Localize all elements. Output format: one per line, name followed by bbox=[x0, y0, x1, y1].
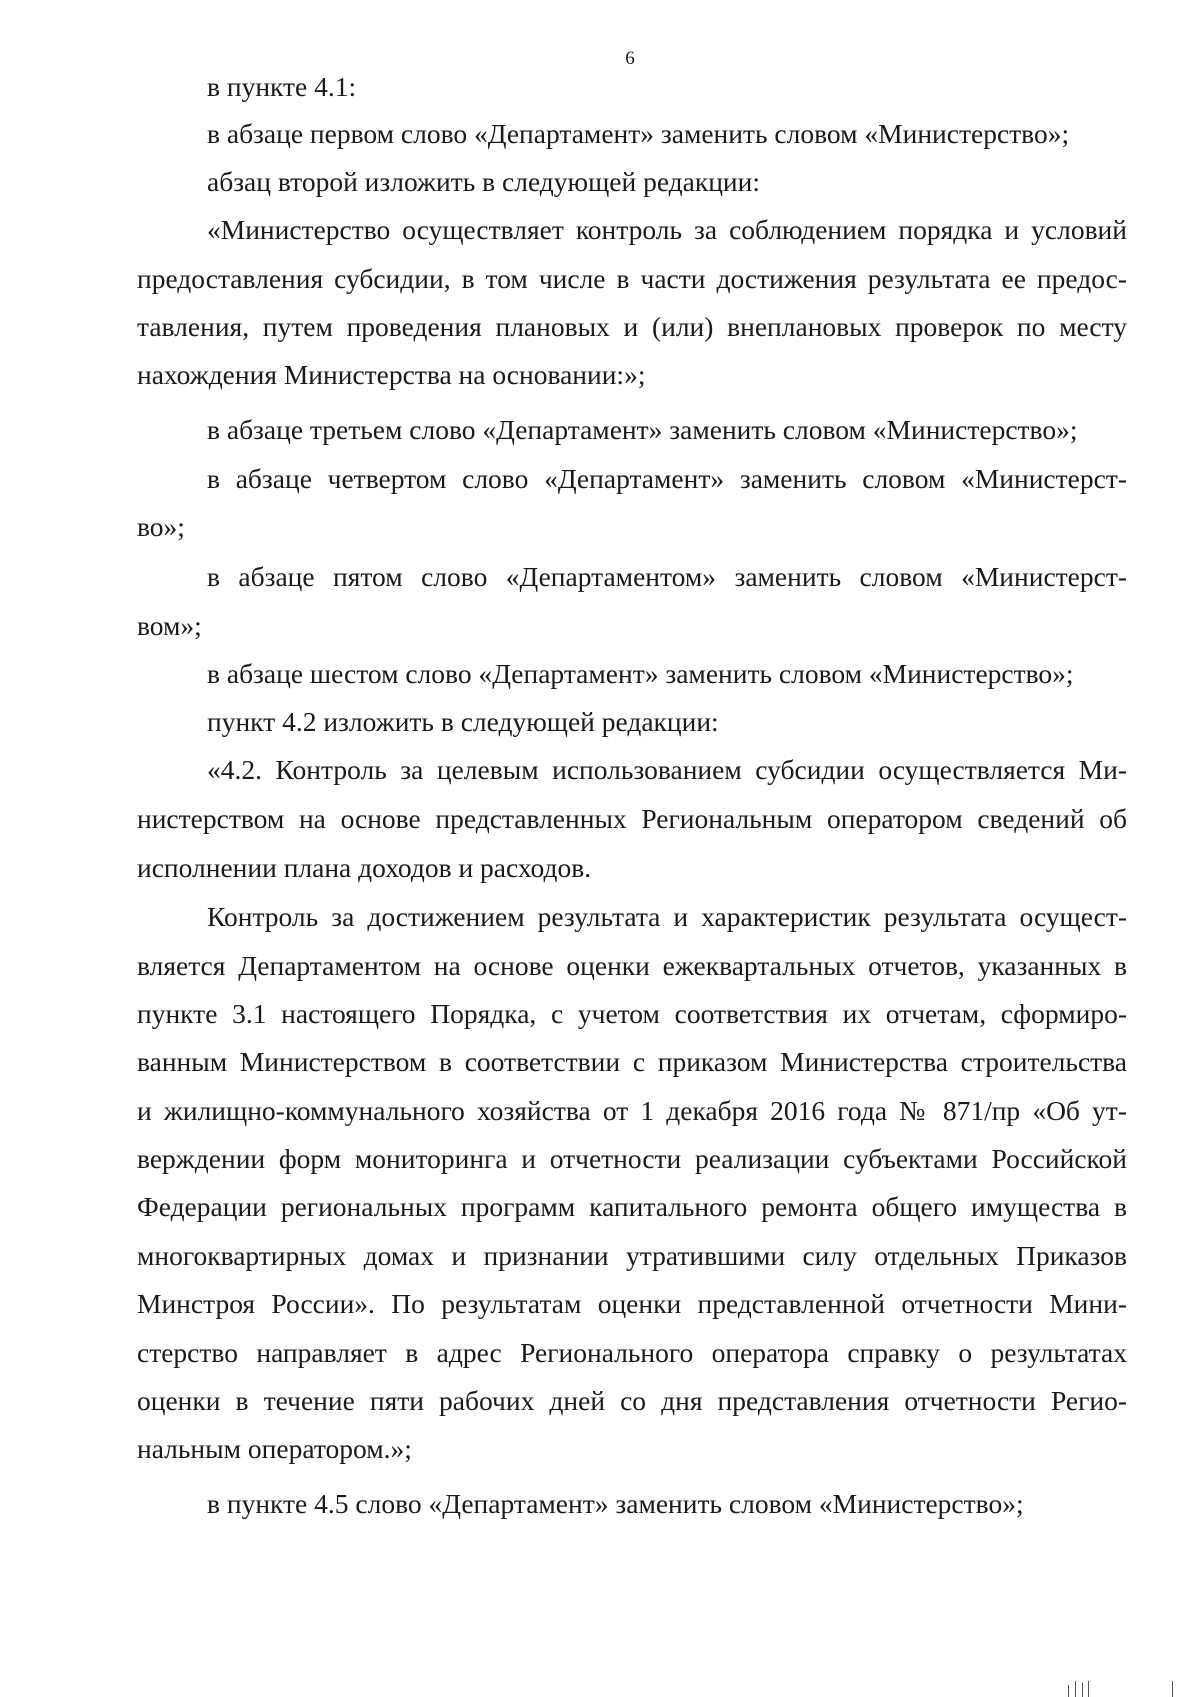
text-line: во»; bbox=[137, 511, 185, 542]
text-line: оценки в течение пяти рабочих дней со дня представления отчетности Регио- bbox=[137, 1385, 1127, 1416]
text-line: в пункте 4.5 слово «Департамент» заменить словом «Министерство»; bbox=[207, 1488, 1024, 1519]
text-line: в абзаце четвертом слово «Департамент» заменить словом «Министерст- bbox=[207, 463, 1127, 494]
text-line: пункт 4.2 изложить в следующей редакции: bbox=[207, 706, 719, 737]
scan-mark bbox=[1082, 1683, 1083, 1697]
text-line: предоставления субсидии, в том числе в части достижения результата ее предос- bbox=[137, 263, 1127, 294]
text-line: многоквартирных домах и признании утратившими силу отдельных Приказов bbox=[137, 1240, 1127, 1271]
text-line: и жилищно-коммунального хозяйства от 1 декабря 2016 года № 871/пр «Об ут- bbox=[137, 1095, 1127, 1126]
scan-mark bbox=[1075, 1681, 1076, 1697]
text-line: в пункте 4.1: bbox=[207, 71, 357, 102]
text-line: Федерации региональных программ капитального ремонта общего имущества в bbox=[137, 1191, 1127, 1222]
text-line: тавления, путем проведения плановых и (или) внеплановых проверок по месту bbox=[137, 311, 1127, 342]
text-line: пункте 3.1 настоящего Порядка, с учетом соответствия их отчетам, сформиро- bbox=[137, 998, 1127, 1029]
text-line: Минстроя России». По результатам оценки представленной отчетности Мини- bbox=[137, 1288, 1127, 1319]
text-line: в абзаце пятом слово «Департаментом» заменить словом «Министерст- bbox=[207, 561, 1127, 592]
page-number: 6 bbox=[625, 48, 635, 69]
scan-mark bbox=[1088, 1681, 1089, 1697]
text-line: стерство направляет в адрес Регионального оператора справку о результатах bbox=[137, 1337, 1127, 1368]
text-line: в абзаце шестом слово «Департамент» заменить словом «Министерство»; bbox=[207, 658, 1074, 689]
text-line: нистерством на основе представленных Региональным оператором сведений об bbox=[137, 803, 1127, 834]
text-line: «4.2. Контроль за целевым использованием субсидии осуществляется Ми- bbox=[207, 754, 1127, 785]
text-line: вом»; bbox=[137, 610, 202, 641]
text-line: нальным оператором.»; bbox=[137, 1433, 412, 1464]
text-line: Контроль за достижением результата и характеристик результата осущест- bbox=[207, 901, 1127, 932]
text-line: верждении форм мониторинга и отчетности реализации субъектами Российской bbox=[137, 1143, 1127, 1174]
text-line: «Министерство осуществляет контроль за соблюдением порядка и условий bbox=[207, 214, 1127, 245]
text-line: в абзаце первом слово «Департамент» заменить словом «Министерство»; bbox=[207, 118, 1070, 149]
text-line: абзац второй изложить в следующей редакции: bbox=[207, 166, 761, 197]
text-line: в абзаце третьем слово «Департамент» заменить словом «Министерство»; bbox=[207, 414, 1078, 445]
text-line: исполнении плана доходов и расходов. bbox=[137, 852, 592, 883]
text-line: вляется Департаментом на основе оценки ежеквартальных отчетов, указанных в bbox=[137, 950, 1127, 981]
scan-mark bbox=[1068, 1685, 1069, 1697]
text-line: нахождения Министерства на основании:»; bbox=[137, 359, 646, 390]
scan-mark bbox=[1172, 1681, 1173, 1697]
text-line: ванным Министерством в соответствии с приказом Министерства строительства bbox=[137, 1046, 1127, 1077]
